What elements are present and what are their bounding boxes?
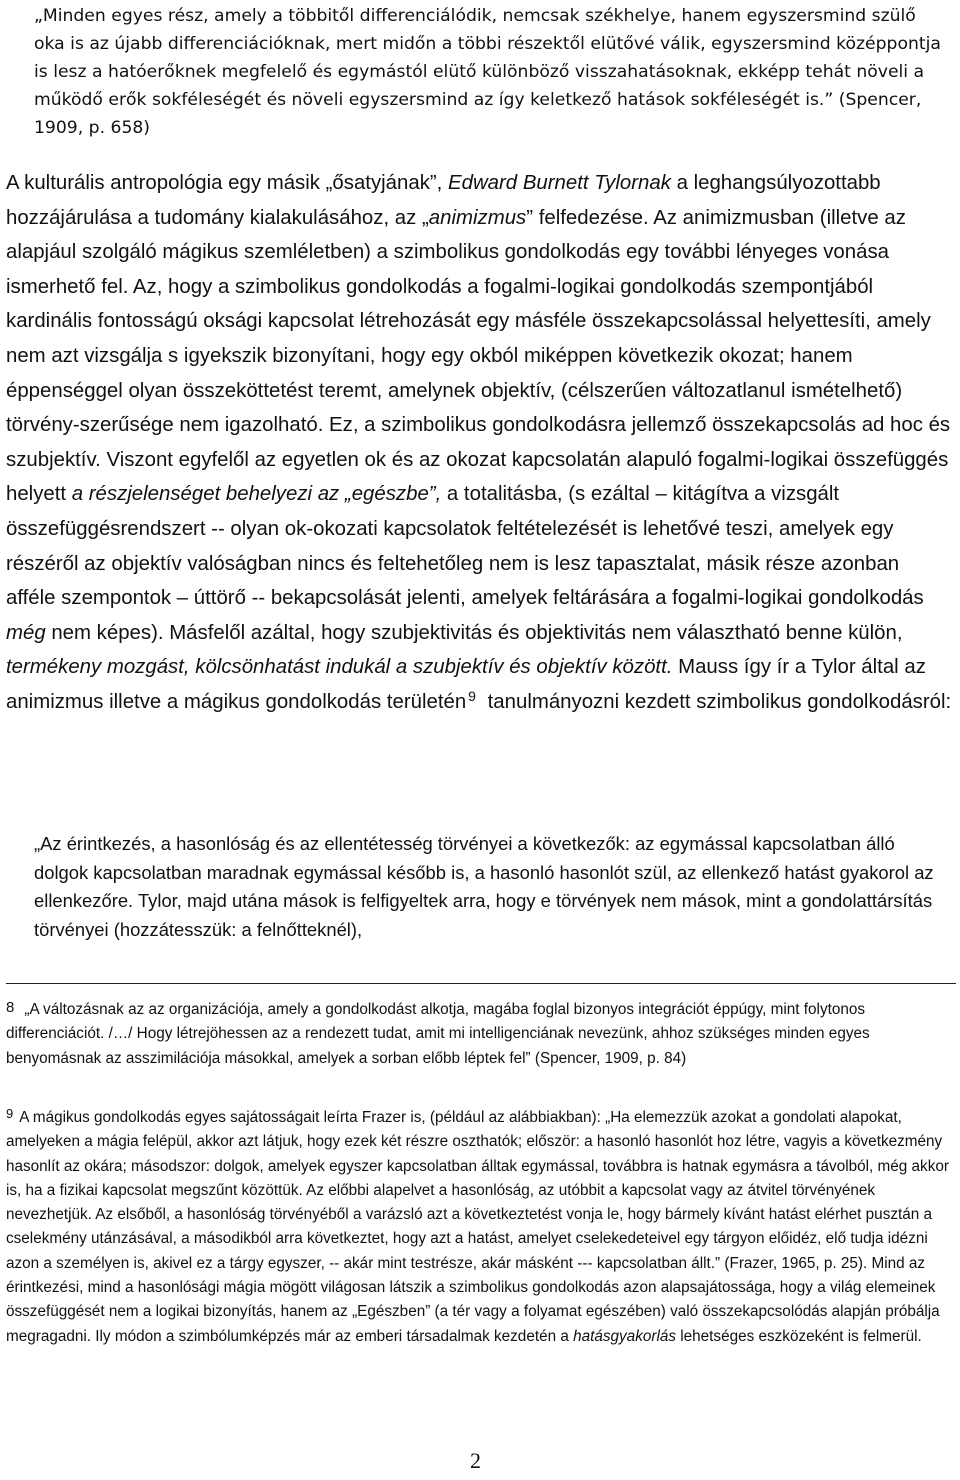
mauss-quote-text: „Az érintkezés, a hasonlóság és az ellentétesség törvényei a következők: az egymással kapcsolatban álló dolgok kapcsolatban maradnak egymással később is, a hasonló hasonlót szül, az ellenkező hatást gyakorol az ellenkezőre. Tylor, majd utána mások is felfigyeltek arra, hogy e törvények nem mások, mint a gondolattársítás törvényei (hozzátesszük: a felnőtteknél), [34, 833, 934, 940]
footnote-8-number: 8 [6, 999, 15, 1016]
footnote-8 [6, 998, 954, 1071]
body-text-4: a totalitásba, (s ezáltal – kitágítva a vizsgált összefüggésrendszert -- olyan ok-okozati kapcsolatok feltételezését is lehetővé teszi, amelyek egy részéről az objektív valóságban nincs és feltehetőleg nem is lesz tapasztalat, másik része azonban afféle szempontok – úttörő -- bekapcsolását jelenti, amelyek feltárására a fogalmi-logikai gondolkodás [6, 483, 924, 610]
footnote-9 [6, 1106, 954, 1349]
body-text-2: a leghangsúlyozottabb hozzájárulása a tudomány kialakulásához, az „ [6, 172, 881, 229]
footnote-8-text: „A változásnak az az organizációja, amely a gondolkodást alkotja, magába foglal bizonyos integrációt éppúgy, mint folytonos differenciációt. /…/ Hogy létrejöhessen az a rendezett tudat, amit mi intelligenciának nevezünk, ahhoz szükséges minden egyes benyomásnak az asszimilációja másokkal, amelyek a sorban előbb léptek fel” (Spencer, 1909, p. 84) [6, 1001, 870, 1067]
footnote-ref-9[interactable]: 9 [468, 687, 476, 704]
footnote-9-text-2: lehetséges eszközeként is felmerül. [676, 1327, 922, 1345]
body-text-6: Mauss így ír a Tylor által az animizmus illetve a mágikus gondolkodás területén [6, 656, 926, 713]
spencer-quote-text: „Minden egyes rész, amely a többitől differenciálódik, nemcsak székhelye, hanem egyszersmind szülő oka is az újabb differenciációknak, mert midőn a többi részektől elütővé válik, egyszersmind középpontja is lesz a hatóerőknek megfelelő és egymástól elütő különböző visszahatásoknak, ekképp tehát növeli a működő erők sokféleségét és növeli egyszersmind az így keletkező hatások sokféleségét is.” (Spencer, 1909, p. 658) [34, 6, 941, 138]
body-italic-termekeny: termékeny mozgást, kölcsönhatást indukál a szubjektív és objektív között. [6, 656, 673, 679]
body-text-3: ” felfedezése. Az animizmusban (illetve az alapjául szolgáló mágikus szemléletben) a szimbolikus gondolkodás egy további lényeges vonása ismerhető fel. Az, hogy a szimbolikus gondolkodás a fogalmi-logikai gondolkodás szempontjából kardinális fontosságú oksági kapcsolat létrehozását egy másféle összekapcsolással helyettesíti, amely nem azt vizsgálja s igyekszik bizonyítani, hogy egy okból miképpen következik okozat; hanem éppenséggel olyan összeköttetést teremt, amelynek objektív, (célszerűen változatlanul ismételhető) törvény-szerűsége nem igazolható. Ez, a szimbolikus gondolkodásra jellemző összekapcsolás ad hoc és szubjektív. Viszont egyfelől az egyetlen ok és az okozat kapcsolatán alapuló fogalmi-logikai összefüggés helyett [6, 206, 951, 506]
page-number: 2 [470, 1448, 481, 1473]
footnote-9-number: 9 [6, 1106, 14, 1121]
spencer-block-quote [34, 2, 944, 142]
mauss-block-quote [34, 830, 934, 944]
body-italic-meg: még [6, 621, 46, 644]
body-italic-animizmus: animizmus [428, 206, 527, 229]
body-text-7: tanulmányozni kezdett szimbolikus gondolkodásról: [481, 690, 952, 713]
body-italic-tylor: Edward Burnett Tylornak [448, 172, 671, 194]
footnote-9-text-1: A mágikus gondolkodás egyes sajátosságait leírta Frazer is, (például az alábbiakban): „Ha elemezzük azokat a gondolati alapokat, amelyeken a mágia felépül, akkor azt látjuk, hogy ezek két részre oszthatók; először: a hasonló hasonlót hoz létre, vagyis a következmény hasonlít az okára; másodszor: dolgok, amelyek egyszer kapcsolatban álltak egymással, továbbra is hatnak egymásra a távolból, még akkor is, ha a fizikai kapcsolat megszűnt közöttük. Az előbbi alapelvet a hasonlóság, az utóbbit a kapcsolat vagy az átvitel törvényének nevezhetjük. Az elsőből, a hasonlóság törvényéből a varázsló azt a következtetést vonja le, hogy bármely kívánt hatást elérhet pusztán a cselekmény utánzásával, a másodikból arra következtet, hogy azt a hatást, amelyet cselekedeteivel egy tárgyon előidéz, elő tudja idézni azon a személyen is, akivel ez a tárgy egyszer, -- akár mint testrésze, akár másként --- kapcsolatban állt.” (Frazer, 1965, p. 25). Mind az érintkezési, mind a hasonlósági mágia mögött világosan látszik a szimbolikus gondolkodás azon alapsajátossága, hogy a világ elemeinek összefüggését nem a logikai bizonyítás, hanem az „Egészben” (a tér vagy a folyamat egészében) való összekapcsolódás alapján próbálja megragadni. Ily módon a szimbólumképzés már az emberi társadalmak kezdetén a [6, 1109, 949, 1345]
footnote-separator [6, 983, 956, 984]
body-text-5: nem képes). Másfelől azáltal, hogy szubjektivitás és objektivitás nem választható benne külön, [45, 621, 903, 644]
body-paragraph [6, 166, 954, 720]
body-text-1: A kulturális antropológia egy másik „ősatyjának”, [6, 172, 449, 194]
footnote-9-italic: hatásgyakorlás [573, 1327, 676, 1345]
body-italic-reszjelenseg: a részjelenséget behelyezi az „egészbe”, [71, 483, 442, 506]
